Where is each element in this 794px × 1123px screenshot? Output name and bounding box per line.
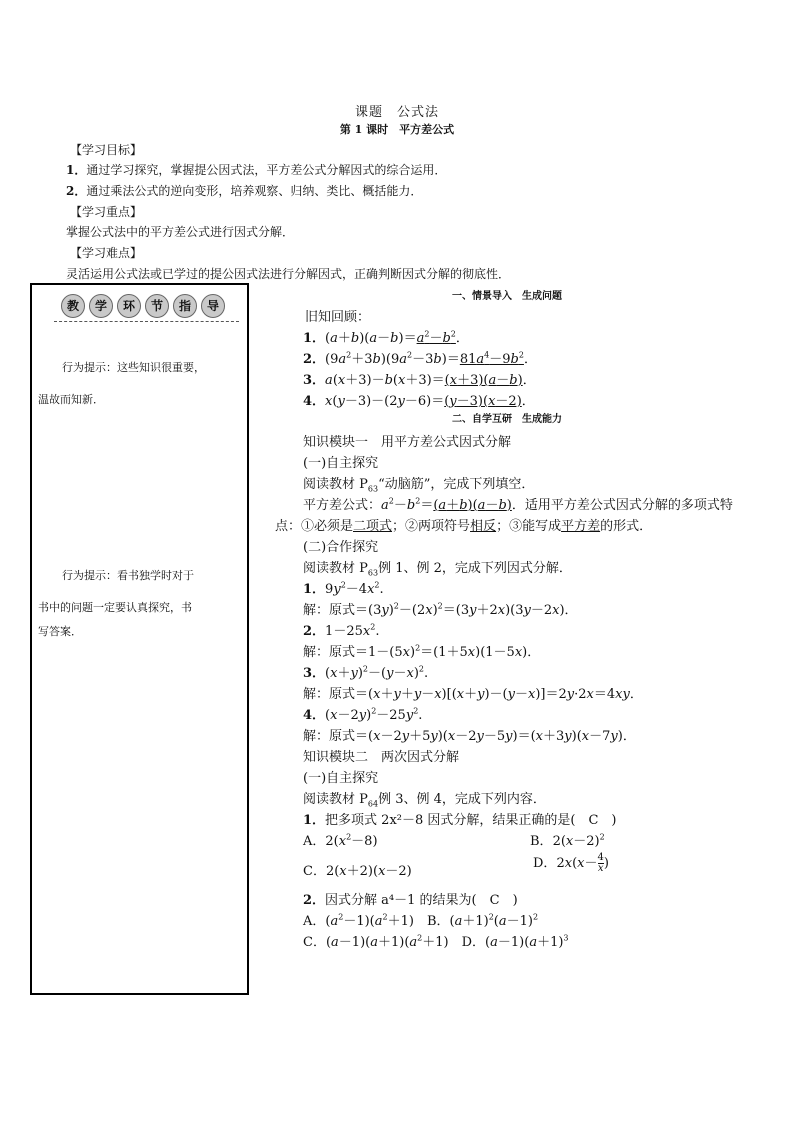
badge-char: 指 bbox=[173, 294, 197, 318]
guidance-sidebar bbox=[30, 283, 249, 995]
focus-text: 掌握公式法中的平方差公式进行因式分解． bbox=[66, 225, 295, 239]
difficulty-text: 灵活运用公式法或已学过的提公因式法进行分解因式，正确判断因式分解的彻底性． bbox=[66, 267, 511, 281]
difficulty-heading: 【学习难点】 bbox=[70, 246, 143, 260]
tip2-line3: 写答案． bbox=[38, 625, 82, 638]
badge-char: 导 bbox=[201, 294, 225, 318]
review-label: 旧知回顾： bbox=[305, 310, 371, 325]
tip2-line1: 行为提示：看书独学时对于 bbox=[62, 569, 194, 582]
goals-heading: 【学习目标】 bbox=[70, 143, 143, 157]
section1-heading: 一、情景导入 生成问题 bbox=[452, 291, 562, 302]
read-instruction-3: 阅读教材 $P_{64}$例 3、例 4，完成下列内容． bbox=[303, 792, 546, 809]
badge-char: 教 bbox=[61, 294, 85, 318]
q2-options-ab: A．$(a^2-1)(a^2+1)$ B．$(a+1)^2(a-1)^2$ bbox=[303, 912, 539, 929]
coop-explore: (二)合作探究 bbox=[303, 540, 379, 555]
module1-title: 知识模块一 用平方差公式因式分解 bbox=[303, 435, 512, 450]
read-instruction-1: 阅读教材 $P_{63}“$动脑筋”，完成下列填空． bbox=[303, 477, 535, 494]
q2-options-cd: C．$(a-1)(a+1)(a^2+1)$ D．$(a-1)(a+1)^3$ bbox=[303, 933, 569, 950]
feature-line: 点：①必须是二项式；②两项符号相反；③能写成平方差的形式． bbox=[275, 519, 653, 534]
tip2-line2: 书中的问题一定要认真探究，书 bbox=[38, 601, 192, 614]
problem-2: 2．$1-25x^2$. bbox=[303, 622, 380, 639]
goal-item-2: 2．通过乘法公式的逆向变形，培养观察、归纳、类比、概括能力． bbox=[66, 184, 423, 198]
badge-char: 节 bbox=[145, 294, 169, 318]
tip1-line2: 温故而知新． bbox=[38, 393, 104, 406]
q1-option-a: A．$2(x^2-8)$ bbox=[303, 832, 378, 849]
self-explore-1: (一)自主探究 bbox=[303, 456, 379, 471]
goal-item-1: 1．通过学习探究，掌握提公因式法，平方差公式分解因式的综合运用． bbox=[66, 163, 447, 177]
formula-line: 平方差公式：$a^2-b^2=(a+b)(a-b)$．适用平方差公式因式分解的多项式特 bbox=[303, 496, 733, 513]
badge-divider bbox=[54, 321, 239, 322]
solution-2: 解：原式$=1-(5x)^2=(1+5x)(1-5x)$． bbox=[303, 643, 541, 660]
read-instruction-2: 阅读教材 $P_{63}$例 1、例 2，完成下列因式分解． bbox=[303, 561, 572, 578]
teaching-guide-badge bbox=[61, 293, 221, 319]
q1-option-c: C．2(x＋2)(x－2) bbox=[303, 864, 412, 879]
review-item-4: 4．x(y－3)－(2y－6)＝(y－3)(x－2)． bbox=[303, 394, 535, 409]
tip1-line1: 行为提示：这些知识很重要， bbox=[62, 361, 205, 374]
lesson-subtitle: 第 1 课时 平方差公式 bbox=[339, 123, 455, 136]
module2-title: 知识模块二 两次因式分解 bbox=[303, 750, 460, 765]
lesson-title: 课题 公式法 bbox=[354, 105, 439, 120]
section2-heading: 二、自学互研 生成能力 bbox=[452, 414, 562, 425]
badge-char: 学 bbox=[89, 294, 113, 318]
solution-3: 解：原式＝(x＋y＋y－x)[(x＋y)－(y－x)]＝2y·2x＝4xy． bbox=[303, 687, 643, 702]
problem-1: 1．$9y^2-4x^2$. bbox=[303, 580, 384, 597]
question-1: 1．把多项式 2x²－8 因式分解，结果正确的是( C ) bbox=[303, 813, 617, 828]
problem-3: 3．$(x+y)^2-(y-x)^2$. bbox=[303, 664, 429, 681]
q1-option-d: D．2x(x－ $\frac{4}{x}$ ) bbox=[533, 852, 609, 874]
review-item-3: 3．a(x＋3)－b(x＋3)＝(x＋3)(a－b)． bbox=[303, 373, 536, 388]
solution-1: 解：原式$=(3y)^2-(2x)^2=(3y+2x)(3y-2x)$． bbox=[303, 601, 578, 618]
review-item-1: 1．$(a+b)(a-b)=a^2-b^2$． bbox=[303, 329, 469, 346]
question-2: 2．因式分解 a⁴－1 的结果为( C ) bbox=[303, 893, 518, 908]
review-item-2: 2．$(9a^2+3b)(9a^2-3b)=81a^4-9b^2$． bbox=[303, 350, 537, 367]
badge-char: 环 bbox=[117, 294, 141, 318]
focus-heading: 【学习重点】 bbox=[70, 205, 143, 219]
self-explore-2: (一)自主探究 bbox=[303, 771, 379, 786]
problem-4: 4．$(x-2y)^2-25y^2$. bbox=[303, 706, 423, 723]
q1-option-b: B．$2(x-2)^2$ bbox=[530, 832, 605, 849]
solution-4: 解：原式＝(x－2y＋5y)(x－2y－5y)＝(x＋3y)(x－7y)． bbox=[303, 729, 636, 744]
